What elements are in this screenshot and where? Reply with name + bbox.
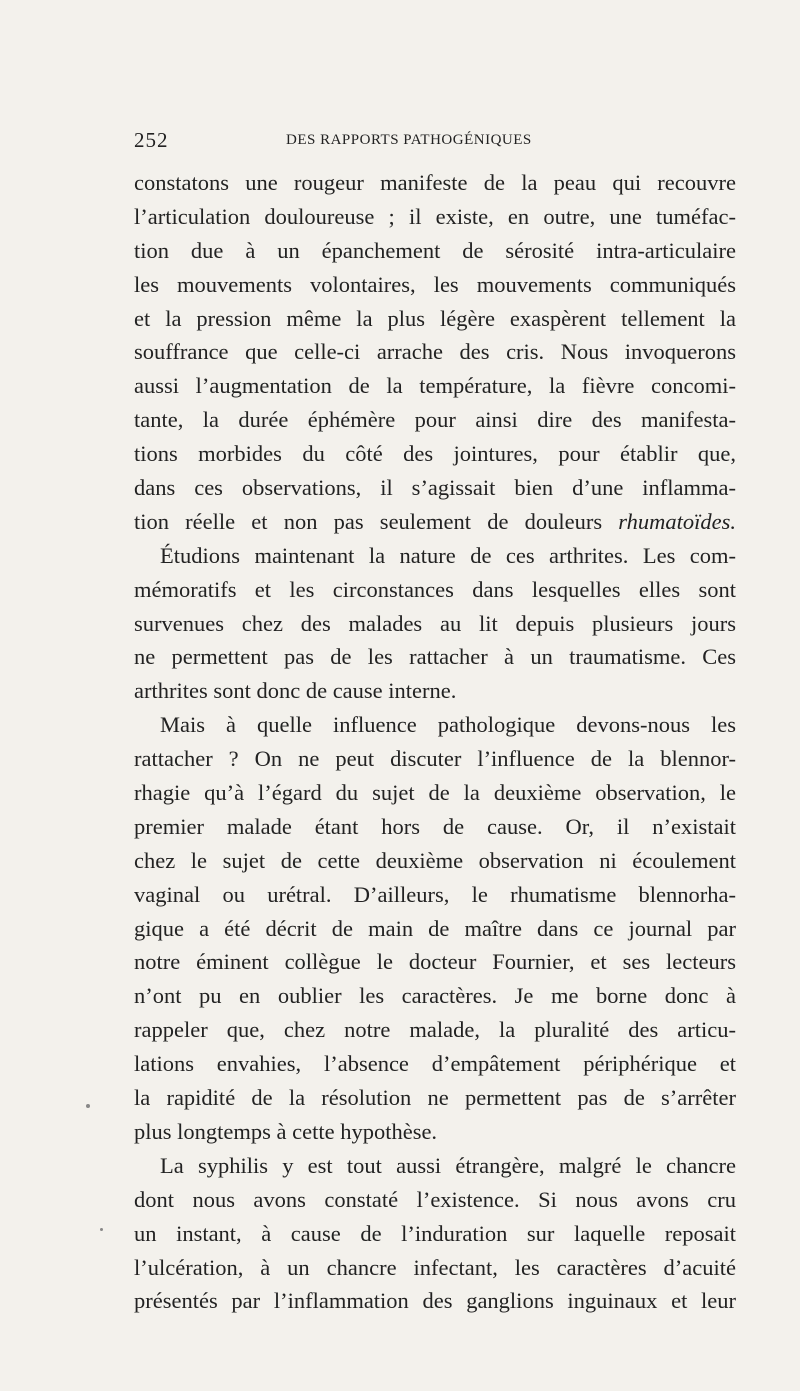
text-line: dans ces observations, il s’agissait bien d’une inflamma- xyxy=(134,475,736,501)
body-text xyxy=(134,166,736,1318)
text-line: dont nous avons constaté l’existence. Si nous avons cru xyxy=(134,1186,736,1212)
text-line: un instant, à cause de l’induration sur laquelle reposait xyxy=(134,1220,736,1246)
text-line: chez le sujet de cette deuxième observation ni écoulement xyxy=(134,847,736,873)
line-prefix: tion réelle et non pas seulement de douleurs xyxy=(134,508,619,534)
text-line: notre éminent collègue le docteur Fournier, et ses lecteurs xyxy=(134,949,736,975)
text-line: rappeler que, chez notre malade, la pluralité des articu- xyxy=(134,1017,736,1043)
text-line: constatons une rougeur manifeste de la peau qui recouvre xyxy=(134,170,736,195)
text-line: survenues chez des malades au lit depuis plusieurs jours xyxy=(134,610,736,636)
text-line: Mais à quelle influence pathologique devons-nous les xyxy=(160,712,736,738)
text-line: arthrites sont donc de cause interne. xyxy=(134,678,457,704)
page-header xyxy=(134,128,734,158)
text-line: tions morbides du côté des jointures, pour établir que, xyxy=(134,441,736,467)
text-line: l’articulation douloureuse ; il existe, en outre, une tuméfac- xyxy=(134,203,736,229)
text-line: les mouvements volontaires, les mouvements communiqués xyxy=(134,271,736,297)
text-line-paragraph-end xyxy=(134,505,736,539)
text-line: aussi l’augmentation de la température, la fièvre concomi- xyxy=(134,373,736,399)
text-line: premier malade étant hors de cause. Or, il n’existait xyxy=(134,813,736,839)
text-line: Étudions maintenant la nature de ces arthrites. Les com- xyxy=(160,542,736,568)
text-line: rattacher ? On ne peut discuter l’influence de la blennor- xyxy=(134,746,736,772)
italic-word: rhumatoïdes. xyxy=(618,508,736,534)
paper-speck xyxy=(86,1104,90,1108)
text-line: vaginal ou urétral. D’ailleurs, le rhumatisme blennorha- xyxy=(134,881,736,907)
text-line: mémoratifs et les circonstances dans lesquelles elles sont xyxy=(134,576,736,602)
text-line: ne permettent pas de les rattacher à un traumatisme. Ces xyxy=(134,644,736,670)
page-number: 252 xyxy=(134,128,169,152)
text-line: La syphilis y est tout aussi étrangère, malgré le chancre xyxy=(160,1152,736,1178)
text-line: gique a été décrit de main de maître dans ce journal par xyxy=(134,915,736,941)
text-line: n’ont pu en oublier les caractères. Je me borne donc à xyxy=(134,983,736,1009)
text-line: l’ulcération, à un chancre infectant, les caractères d’acuité xyxy=(134,1254,736,1280)
text-line: lations envahies, l’absence d’empâtement périphérique et xyxy=(134,1051,736,1077)
text-line: tante, la durée éphémère pour ainsi dire des manifesta- xyxy=(134,407,736,433)
text-line: souffrance que celle-ci arrache des cris. Nous invoquerons xyxy=(134,339,736,365)
text-line: tion due à un épanchement de sérosité intra-articulaire xyxy=(134,237,736,263)
text-line: plus longtemps à cette hypothèse. xyxy=(134,1118,438,1144)
text-line: et la pression même la plus légère exaspèrent tellement la xyxy=(134,305,736,331)
running-head: DES RAPPORTS PATHOGÉNIQUES xyxy=(286,132,532,148)
text-line: la rapidité de la résolution ne permettent pas de s’arrêter xyxy=(134,1085,736,1111)
paper-speck xyxy=(100,1228,103,1231)
text-line: rhagie qu’à l’égard du sujet de la deuxième observation, le xyxy=(134,780,736,806)
text-line: présentés par l’inflammation des ganglions inguinaux et leur xyxy=(134,1288,736,1314)
